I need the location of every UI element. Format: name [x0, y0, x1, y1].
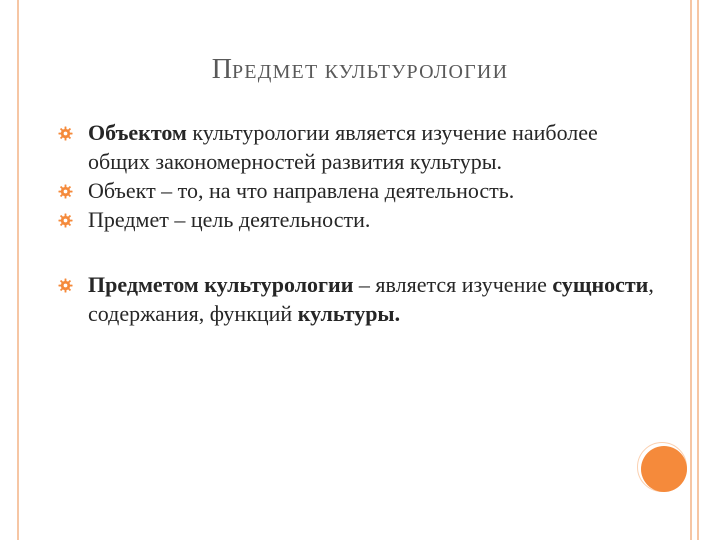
- bullet-item: [58, 176, 658, 205]
- title-first-letter: П: [211, 54, 232, 85]
- slide-title: [0, 54, 720, 86]
- bullet-bold-text: сущности: [552, 272, 649, 297]
- gear-icon: [58, 126, 73, 141]
- bullet-text: , содержания, функций: [88, 272, 654, 326]
- gear-icon: [58, 213, 73, 228]
- bullet-text: Объект – то, на что направлена деятельность.: [88, 178, 515, 203]
- gear-icon: [58, 278, 73, 293]
- gear-icon: [58, 184, 73, 199]
- bullet-bold-text: Предметом культурологии: [88, 272, 354, 297]
- bullet-item: [58, 118, 658, 176]
- decorative-orange-circle: [641, 446, 687, 492]
- bullet-list: [58, 118, 658, 328]
- title-rest: РЕДМЕТ КУЛЬТУРОЛОГИИ: [231, 61, 509, 83]
- bullet-text: культурологии является изучение наиболее общих закономерностей развития культуры.: [88, 120, 598, 174]
- bullet-bold-text: Объектом: [88, 120, 187, 145]
- bullet-item: [58, 205, 658, 234]
- bullet-bold-text: культуры.: [297, 301, 401, 326]
- bullet-text: – является изучение: [353, 272, 553, 297]
- bullet-text: Предмет – цель деятельности.: [88, 207, 371, 232]
- bullet-item: [58, 270, 658, 328]
